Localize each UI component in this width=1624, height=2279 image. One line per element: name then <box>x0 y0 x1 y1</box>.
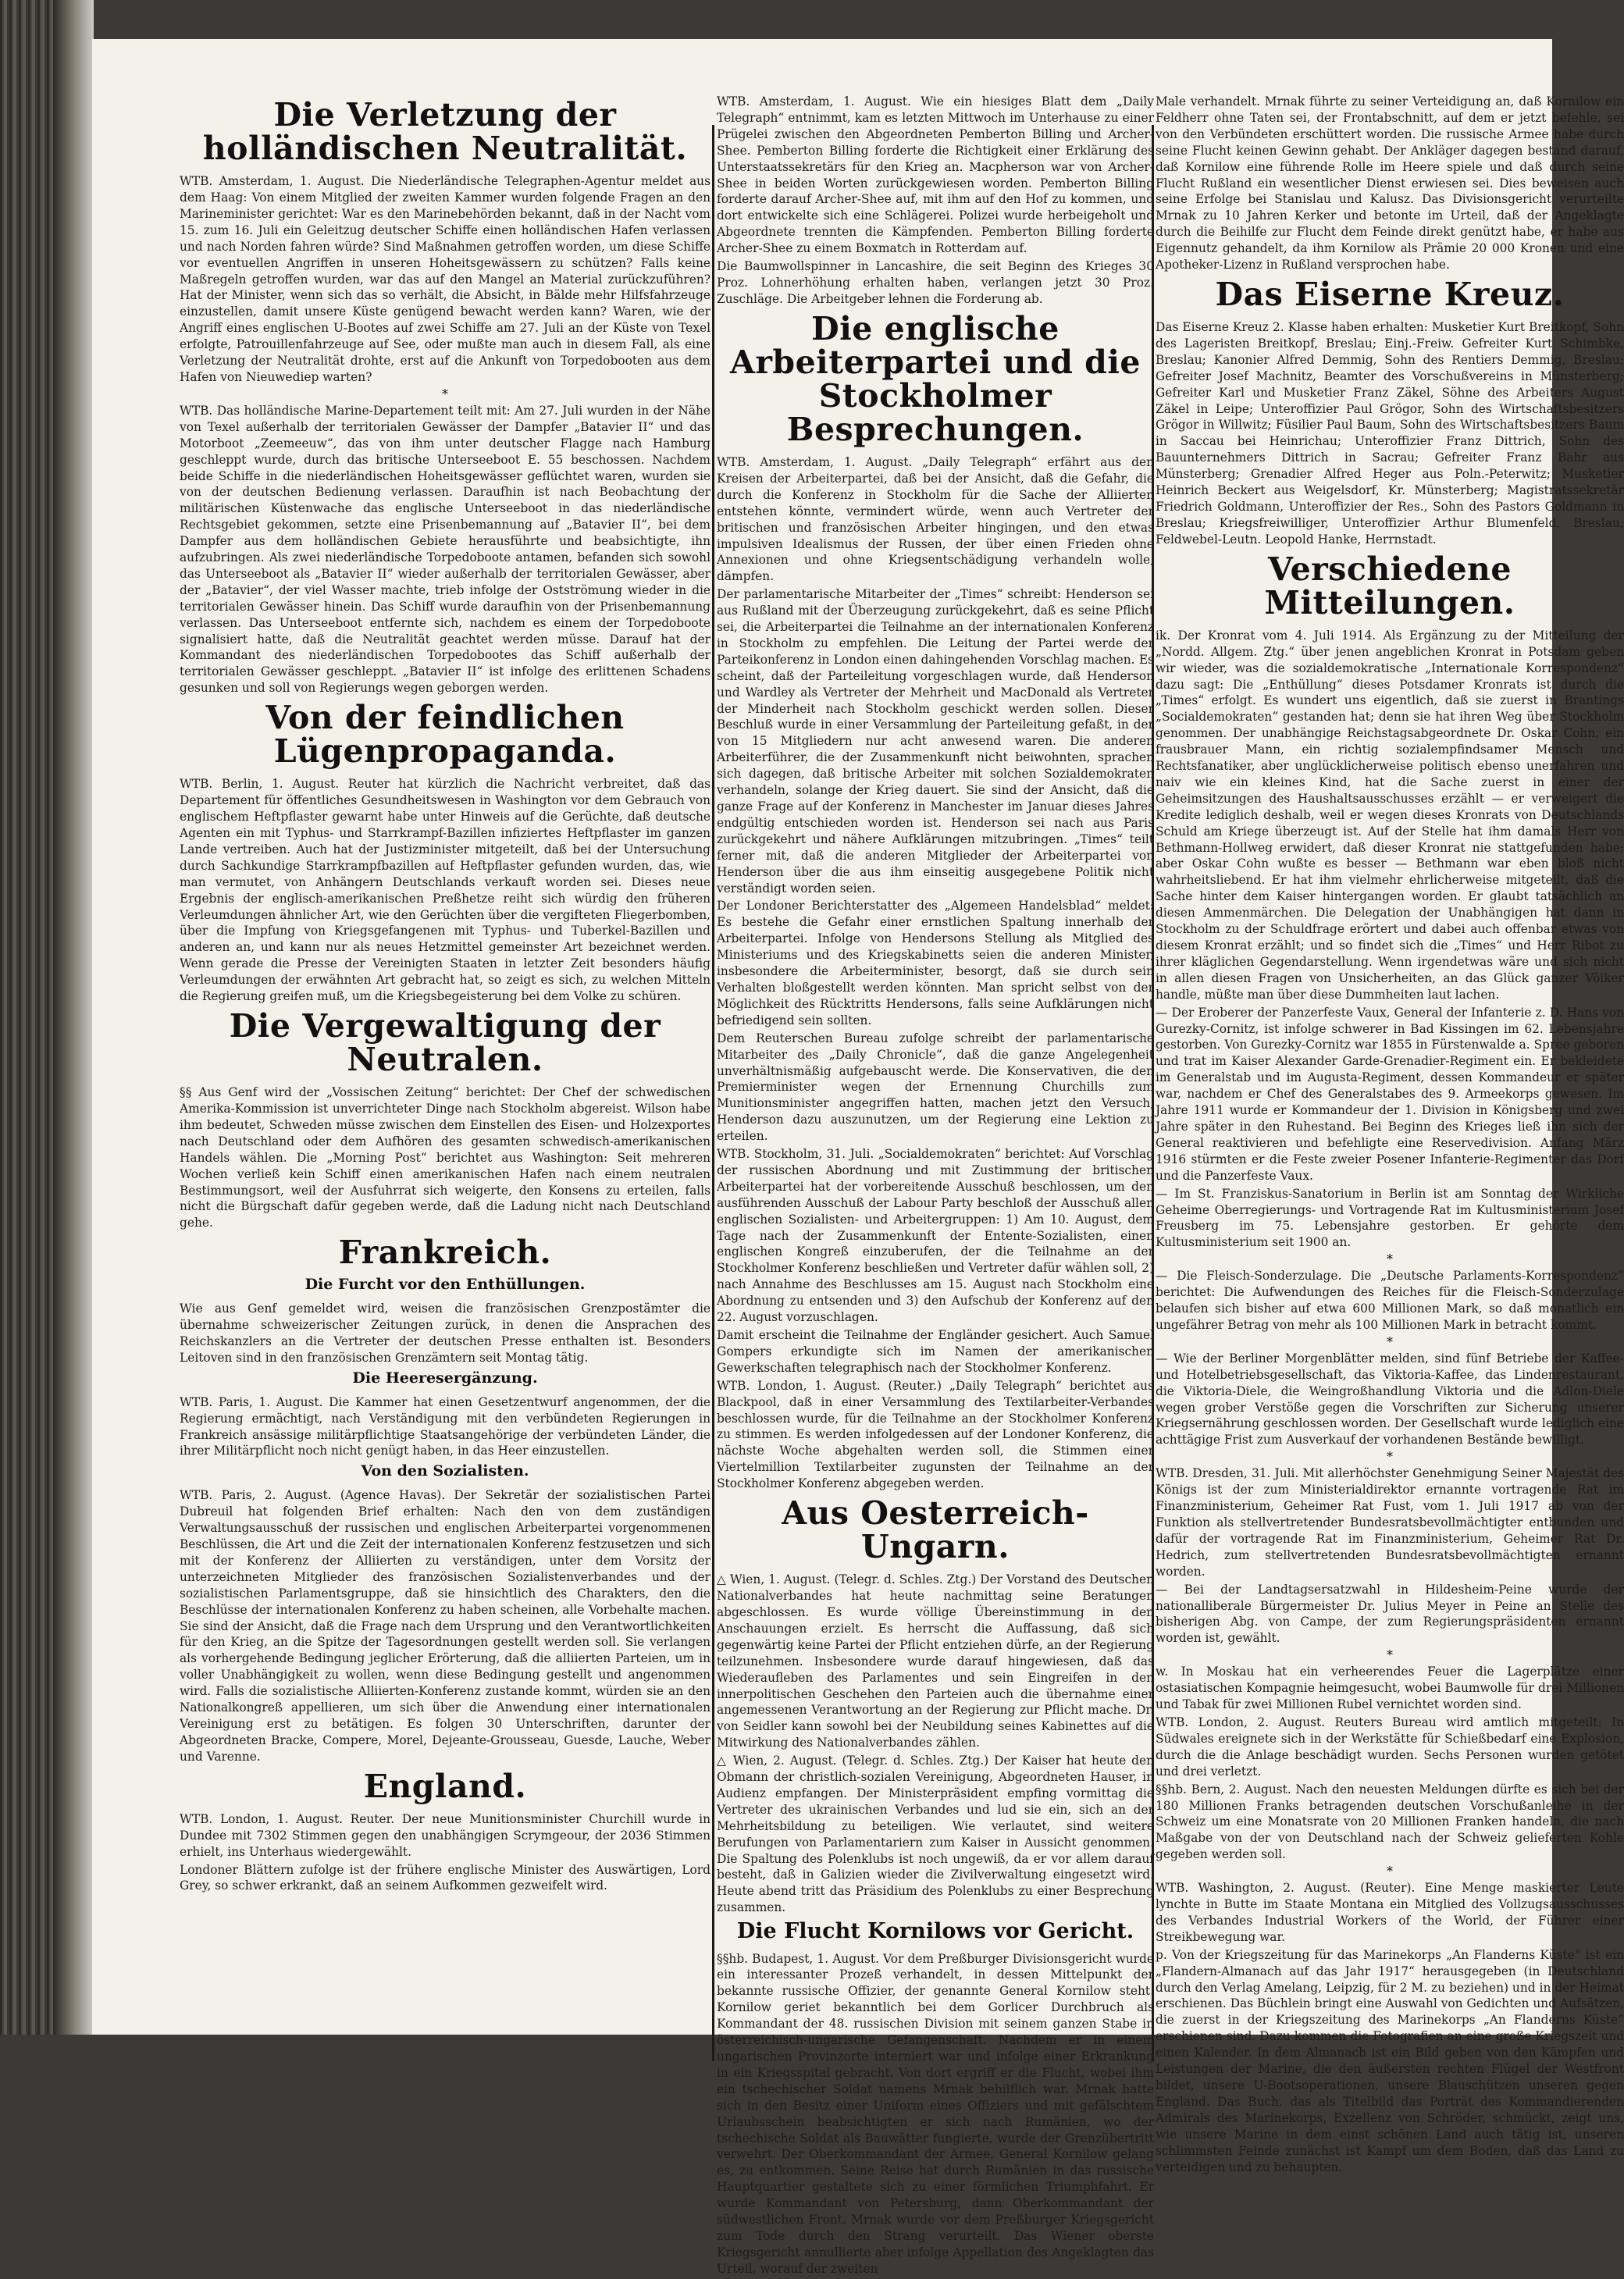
article-heading: Die englische Arbeiterpartei und die Stockholmer Besprechungen. <box>730 309 1141 448</box>
article-paragraph: §§ Aus Genf wird der „Vossischen Zeitung“ berichtet: Der Chef der schwedischen Amerika-Kommission ist unverrichteter Dinge nach Stockholm abgereist. Wilson habe ihm bedeutet, Schweden müsse zwischen dem Einstellen des Eisen- und Holzexportes nach Deutschland oder dem Aufhören des gesamten schwedisch-amerikanischen Handels wählen. Die „Morning Post“ berichtet aus Washington: Seit mehreren Wochen verließ kein Schiff einen amerikanischen Hafen nach einem neutralen Bestimmungsort, weil der Ausfuhrrat sich weigerte, den Konsens zu erteilen, falls nicht die Bürgschaft dafür gegeben werde, daß die Ladung nicht nach Deutschland gehe. <box>180 1085 710 1230</box>
article-heading: Von den Sozialisten. <box>361 1462 529 1480</box>
article-paragraph: WTB. London, 1. August. Reuter. Der neue Munitionsminister Churchill wurde in Dundee mit 7302 Stimmen gegen den unabhängigen Scrymgeour, der 2036 Stimmen erhielt, ins Unterhaus wiedergewählt. <box>180 1811 710 1859</box>
article-heading: Das Eiserne Kreuz. <box>1215 275 1565 313</box>
article-heading: Von der feindlichen Lügenpropaganda. <box>265 699 625 771</box>
article-paragraph: Die Baumwollspinner in Lancashire, die seit Beginn des Krieges 30 Proz. Lohnerhöhung erhalten haben, verlangen jetzt 30 Proz. Zuschläge. Die Arbeitgeber lehnen die Forderung ab. <box>717 259 1154 306</box>
article-paragraph: Das Eiserne Kreuz 2. Klasse haben erhalten: Musketier Kurt Breitkopf, Sohn des Lageristen Breitkopf, Breslau; Einj.-Freiw. Gefreiter Kurt Schimbke, Breslau; Kanonier Alfred Demmig, Sohn des Rentiers Demmig, Breslau; Gefreiter Josef Machnitz, Beamter des Vorschußvereins in Münsterberg; Gefreiter Karl und Musketier Franz Zäkel, Söhne des Arbeiters August Zäkel in Leipe; Unteroffizier Paul Grögor, Sohn des Wirtschaftsbesitzers Grögor in Willwitz; Füsilier Paul Baum, Sohn des Wirtschaftsbesitzers Baum in Saccau bei Heinrichau; Unteroffizier Franz Dittrich, Sohn des Bauunternehmers Dittrich in Sacrau; Gefreiter Franz Bahr aus Münsterberg; Grenadier Alfred Heger aus Poln.-Peterwitz; Musketier Heinrich Beckert aus Weigelsdorf, Kr. Münsterberg; Magistratssekretär Friedrich Goldmann, Unteroffizier der Res., Sohn des Pastors Goldmann in Breslau; Kriegsfreiwilliger, Unteroffizier Arthur Blumenfeld, Breslau; Feldwebel-Leutn. Leopold Hanke, Herrnstadt. <box>1156 320 1624 547</box>
article-paragraph: ik. Der Kronrat vom 4. Juli 1914. Als Ergänzung zu der Mitteilung der „Nordd. Allgem. Ztg.“ über jenen angeblichen Kronrat in Potsdam geben wir wieder, was die sozialdemokratische „Internationale Korrespondenz“ dazu sagt: Die „Enthüllung“ dieses Potsdamer Kronrats ist durch die „Times“ erfolgt. Es wundert uns eigentlich, daß sie zuerst in Brantings „Socialdemokraten“ gestanden hat; denn sie hat ihren Weg über Stockholm genommen. Der unabhängige Reichstagsabgeordnete Dr. Oskar Cohn, ein frausbrauer Mann, ein richtig sozialempfindsamer Mensch und Rechtsfanatiker, aber unglücklicherweise politisch ebenso unerfahren und naiv wie ein kleines Kind, hat die Sache zuerst in einer der Geheimsitzungen des Haushaltsausschusses erzählt — er verweigert die Kredite lediglich deshalb, weil er wegen dieses Kronrats von Deutschlands Schuld am Kriege überzeugt ist. Auf der Stelle hat ihm damals Herr von Bethmann-Hollweg erwidert, daß dieser Kronrat nie stattgefunden habe; aber Oskar Cohn wußte es besser — Bethmann war eben bloß nicht wahrheitsliebend. Er hat ihm vielmehr ehrlicherweise mitgeteilt, daß die Sache hinter dem Kaiser hintergangen worden. Er glaubt tatsächlich an diesen Ammenmärchen. Die Delegation der Unabhängigen hat dann in Stockholm zu der Schuldfrage erörtert und dabei auch offenbar etwas von diesem Kronrat erzählt; und so findet sich die „Times“ und Herr Ribot zu ihrer kläglichen Gegendarstellung. Wenn irgendetwas wäre und sich nicht in allen diesen Fragen von Unsicherheiten, an das Glück ganzer Völker handle, müßte man über diese Dummheiten laut lachen. <box>1156 628 1624 1002</box>
article-paragraph: §§hb. Budapest, 1. August. Vor dem Preßburger Divisionsgericht wurde ein interessanter Prozeß verhandelt, in dessen Mittelpunkt der bekannte russische Offizier, der genannte General Kornilow steht. Kornilow geriet bekanntlich bei dem Gorlicer Durchbruch als Kommandant der 48. russischen Division mit seinem ganzen Stabe in österreichisch-ungarische Gefangenschaft. Nachdem er in einem ungarischen Provinzorte interniert war und infolge einer Erkrankung in ein Kriegsspital gebracht. Von dort ergriff er die Flucht, wobei ihm ein tschechischer Soldat namens Mrnak behilflich war. Mrnak hatte sich in den Besitz einer Uniform eines Offiziers und mit gefälschtem Urlaubsschein beabsichtigten er sich nach Rumänien, wo der tschechische Soldat als Bauwätter fungierte, wurde der Grenzübertritt verwehrt. Der Oberkommandant der Armee, General Kornilow gelang es, zu entkommen. Seine Reise hat durch Rumänien in das russische Hauptquartier gestaltete sich zu einer förmlichen Triumphfahrt. Er wurde Kommandant von Petersburg, dann Oberkommandant der südwestlichen Front. Mrnak wurde vor dem Preßburger Kriegsgericht zum Tode durch den Strang verurteilt. Das Wiener oberste Kriegsgericht annullierte aber infolge Appellation des Angeklagten das Urteil, worauf der zweiten <box>717 1951 1154 2276</box>
article-paragraph: Wie aus Genf gemeldet wird, weisen die französischen Grenzpostämter die übernahme schweizerischer Zeitungen zurück, in denen die Ansprachen des Reichskanzlers an die Vertreter der deutschen Presse enthalten ist. Besonders Leitoven sind in den französischen Grenzämtern seit Montag tätig. <box>180 1302 710 1365</box>
column-2 <box>717 94 1154 2279</box>
article-heading: Die Vergewaltigung der Neutralen. <box>229 1006 661 1079</box>
article-paragraph: △ Wien, 2. August. (Telegr. d. Schles. Ztg.) Der Kaiser hat heute den Obmann der christlich-sozialen Vereinigung, Abgeordneten Hauser, in Audienz empfangen. Der Ministerpräsident empfing vormittag die Vertreter des ukrainischen Verbandes und lud sie ein, sich an der Mehrheitsbildung zu beteiligen. Wie verlautet, sind weitere Berufungen von Parlamentariern zum Kaiser in Aussicht genommen. Die Spaltung des Polenklubs ist noch ungewiß, da er vor allem darauf besteht, daß in Galizien wieder die Zivilverwaltung eingesetzt wird. Heute abend tritt das Präsidium des Polenklubs zu einer Besprechung zusammen. <box>717 1754 1154 1915</box>
article-heading: Verschiedene Mitteilungen. <box>1264 550 1515 621</box>
article-paragraph: WTB. London, 1. August. (Reuter.) „Daily Telegraph“ berichtet aus Blackpool, daß in einer Versammlung des Textilarbeiter-Verbandes beschlossen wurde, für die Teilnahme an der Stockholmer Konferenz zu stimmen. Es werden infolgedessen auf der Londoner Konferenz, die nächste Woche abgehalten werden soll, die Stimmen einer Viertelmillion Textilarbeiter zugunsten der Teilnahme an der Stockholmer Konferenz abgegeben werden. <box>717 1378 1154 1491</box>
article-paragraph: Damit erscheint die Teilnahme der Engländer gesichert. Auch Samuel Gompers erkundigte sich im Namen der amerikanischen Gewerkschaften telegraphisch nach der Stockholmer Konferenz. <box>717 1328 1154 1375</box>
column-rule-1 <box>712 125 714 2061</box>
article-heading: Aus Oesterreich-Ungarn. <box>782 1494 1089 1566</box>
article-paragraph: WTB. London, 2. August. Reuters Bureau wird amtlich mitgeteilt: In Südwales ereignete sich in der Werkstätte für Schießbedarf eine Explosion, durch die die Anlage beschädigt wurden. Sechs Personen wurden getötet und drei verletzt. <box>1156 1715 1624 1779</box>
microfilm-binding-edge <box>0 0 53 2035</box>
article-paragraph: Der Londoner Berichterstatter des „Algemeen Handelsblad“ meldet: Es bestehe die Gefahr einer ernstlichen Spaltung innerhalb der Arbeiterpartei. Infolge von Hendersons Stellung als Mitglied des Ministeriums und des Kriegskabinetts seien die anderen Minister, insbesondere die Arbeiterminister, besorgt, daß sie durch sein Verhalten bloßgestellt werden könnten. Man spricht selbst von der Möglichkeit des Rücktritts Hendersons, falls seine Aufklärungen nicht befriedigend sein sollten. <box>717 899 1154 1027</box>
article-paragraph: WTB. Stockholm, 31. Juli. „Socialdemokraten“ berichtet: Auf Vorschlag der russischen Abordnung und mit Zustimmung der britischen Arbeiterpartei hat der vorbereitende Ausschuß beschlossen, um den ausführenden Ausschuß der Labour Party beschloß der Ausschuß allen englischen Sozialisten- und Arbeitergruppen: 1) Am 10. August, dem Tage nach der Zusammenkunft der Entente-Sozialisten, einen englischen Kongreß einzuberufen, der die Teilnahme an der Stockholmer Konferenz beschließen und Vertreter dafür wählen soll, 2) nach Annahme des Beschlusses am 15. August nach Stockholm eine Abordnung zu entsenden und 3) den Aufschub der Konferenz auf den 22. August vorzuschlagen. <box>717 1147 1154 1325</box>
article-paragraph: WTB. Dresden, 31. Juli. Mit allerhöchster Genehmigung Seiner Majestät des Königs ist der zum Ministerialdirektor ernannte vortragende Rat im Finanzministerium, Geheimer Rat Fust, vom 1. Juli 1917 ab von der Funktion als stellvertretender Bundesratsbevollmächtigter entbunden und dafür der vortragende Rat im Finanzministerium, Geheimer Rat Dr. Hedrich, zum stellvertretenden Bundesratsbevollmächtigten ernannt worden. <box>1156 1466 1624 1579</box>
article-heading: Frankreich. <box>338 1234 552 1272</box>
article-paragraph: — Wie der Berliner Morgenblätter melden, sind fünf Betriebe der Kaffee- und Hotelbetriebsgesellschaft, das Viktoria-Kaffee, das Lindenrestaurant, die Viktoria-Diele, die Weingroßhandlung Viktoria und die Adlon-Diele wegen grober Verstöße gegen die Vorschriften zur Sicherung unserer Kriegsernährung geschlossen worden. Der Gesellschaft wurde lediglich eine achttägige Frist zum Ausverkauf der vorhandenen Bestände bewilligt. <box>1156 1351 1624 1448</box>
section-separator-star: * <box>1387 1252 1393 1267</box>
article-heading: England. <box>363 1767 527 1805</box>
newspaper-page <box>92 39 1624 2276</box>
article-paragraph: WTB. Amsterdam, 1. August. Wie ein hiesiges Blatt dem „Daily Telegraph“ entnimmt, kam es letzten Mittwoch im Unterhause zu einer Prügelei zwischen den Abgeordneten Pemberton Billing und Archer-Shee. Pemberton Billing forderte die Richtigkeit einer Erklärung des Unterstaatssekretärs für den Krieg an. Macpherson war von Archer-Shee in beiden Worten zurückgewiesen worden. Pemberton Billing forderte darauf Archer-Shee auf, mit ihm auf den Hof zu kommen, und dort entwickelte sich eine Schlägerei. Polizei wurde herbeigeholt und Abgeordnete trennten die Kämpfenden. Pemberton Billing forderte Archer-Shee zu einem Boxmatch in Rotterdam auf. <box>717 94 1154 256</box>
article-paragraph: Male verhandelt. Mrnak führte zu seiner Verteidigung an, daß Kornilow ein Feldherr ohne Taten sei, der Frontabschnitt, auf dem er jetzt befehle, sei von den Verbündeten erschüttert worden. Die russische Armee habe durch seine Flucht keinen Gewinn gehabt. Der Ankläger dagegen bestand darauf, daß Kornilow eine führende Rolle im Heere spiele und daß durch seine Flucht Rußland ein wesentlicher Dienst erwiesen sei. Dies beweisen auch seine Erfolge bei Stanislau und Kalusz. Das Divisionsgericht verurteilte Mrnak zu 10 Jahren Kerker und betonte im Urteil, daß der Angeklagte durch die Beihilfe zur Flucht dem Feinde direkt genützt habe, er habe aus Eigennutz gehandelt, da ihm Kornilow als Prämie 20 000 Kronen und eine Apotheker-Lizenz in Rußland versprochen habe. <box>1156 94 1624 272</box>
page-curl-shadow <box>53 0 94 2035</box>
article-heading: Die Furcht vor den Enthüllungen. <box>304 1276 586 1294</box>
article-paragraph: §§hb. Bern, 2. August. Nach den neuesten Meldungen dürfte es sich bei der 180 Millionen Franks betragenden deutschen Vorschußanleihe in der Schweiz um eine Monatsrate von 20 Millionen Franken handeln, die nach Maßgabe von der von Deutschland nach der Schweiz gelieferten Kohle gegeben werden soll. <box>1156 1782 1624 1862</box>
article-paragraph: △ Wien, 1. August. (Telegr. d. Schles. Ztg.) Der Vorstand des Deutschen Nationalverbandes hat heute nachmittag seine Beratungen abgeschlossen. Es wurde völlige Übereinstimmung in den Anschauungen erzielt. Es herrscht die Auffassung, daß sich gegenwärtig keine Partei der Pflicht entziehen dürfe, an der Regierung teilzunehmen. Insbesondere wurde darauf hingewiesen, daß das Wiederaufleben des Parlamentes und sein Eingreifen in den innerpolitischen Geschehen den Parteien auch die übernahme einer angemessenen Verantwortung an der Regierung zur Pflicht mache. Dr. von Seidler kann sowohl bei der Neubildung seines Kabinettes auf die Mitwirkung des Nationalverbandes zählen. <box>717 1572 1154 1750</box>
article-paragraph: Londoner Blättern zufolge ist der frühere englische Minister des Auswärtigen, Lord Grey, so schwer erkrankt, daß an seinem Aufkommen gezweifelt wird. <box>180 1862 710 1893</box>
article-paragraph: WTB. Berlin, 1. August. Reuter hat kürzlich die Nachricht verbreitet, daß das Departement für öffentliches Gesundheitswesen in Washington vor dem Gebrauch von englischem Heftpflaster gewarnt habe unter Hinweis auf die Gerüchte, daß deutsche Agenten ein mit Typhus- und Starrkrampf-Bazillen infiziertes Heftpflaster im ganzen Lande vertreiben. Auch hat der Justizminister mitgeteilt, daß bei der Untersuchung durch Sachkundige Starrkrampfbazillen auf Heftpflaster gefunden wurden, das, wie man vermutet, von Anhängern Deutschlands verkauft worden sei. Dieses neue Ergebnis der englisch-amerikanischen Preßhetze reiht sich würdig den früheren Verleumdungen ähnlicher Art, wie den Gerüchten über die vergifteten Fliegerbomben, über die Impfung von Kriegsgefangenen mit Typhus- und Tuberkel-Bazillen und anderen an, und kann nur als neues Hetzmittel gemeinster Art bezeichnet werden. Wenn gerade die Presse der Vereinigten Staaten in letzter Zeit besonders häufig Verleumdungen der erwähnten Art gebracht hat, so zeigt es sich, zu welchen Mitteln die Regierung greifen muß, um die Kriegsbegeisterung bei dem Volke zu schüren. <box>180 777 710 1004</box>
article-paragraph: Der parlamentarische Mitarbeiter der „Times“ schreibt: Henderson sei aus Rußland mit der Überzeugung zurückgekehrt, daß es seine Pflicht sei, die Arbeiterpartei die Teilnahme an der internationalen Konferenz in Stockholm zu empfehlen. Die Leitung der Partei werde der Parteikonferenz in London einen dahingehenden Vorschlag machen. Es scheint, daß der Parteileitung vorgeschlagen wurde, daß Henderson und Wardley als Vertreter der Mehrheit und MacDonald als Vertreter der Minderheit nach Stockholm geschickt werden sollen. Dieser Beschluß wurde in einer Versammlung der Parteileitung gefaßt, in der von 15 Mitgliedern nur acht anwesend waren. Die anderen Arbeiterführer, die der Zusammenkunft nicht beiwohnten, sprachen sich dagegen, daß britische Arbeiter mit solchen Sozialdemokraten verhandeln, solange der Krieg dauert. Sie sind der Ansicht, daß die ganze Frage auf der Konferenz in Manchester im Januar dieses Jahres endgültig entschieden worden ist. Henderson sei nach aus Paris zurückgekehrt und nähere Aufklärungen mitzubringen. „Times“ teilt ferner mit, daß die anderen Mitglieder der Arbeiterpartei von Henderson über die aus ihm einseitig ausgegebene Politik nicht verständigt worden seien. <box>717 587 1154 896</box>
section-separator-star: * <box>1387 1449 1393 1465</box>
article-paragraph: — Bei der Landtagsersatzwahl in Hildesheim-Peine wurde der nationalliberale Bürgermeister Dr. Julius Meyer in Peine an Stelle des bisherigen Abg. von Campe, der zum Regierungspräsidenten ernannt worden ist, gewählt. <box>1156 1582 1624 1646</box>
article-heading: Die Flucht Kornilows vor Gericht. <box>736 1919 1134 1944</box>
column-1 <box>180 94 710 1896</box>
article-paragraph: WTB. Paris, 1. August. Die Kammer hat einen Gesetzentwurf angenommen, der die Regierung ermächtigt, nach Verständigung mit den verbündeten Regierungen in Frankreich ansässige militärpflichtige Staatsangehörige der verbündeten Länder, die ihrer Militärpflicht noch nicht genügt haben, in das Heer einzustellen. <box>180 1394 710 1458</box>
article-paragraph: Dem Reuterschen Bureau zufolge schreibt der parlamentarische Mitarbeiter des „Daily Chronicle“, daß die ganze Angelegenheit unverhältnismäßig aufgebauscht werde. Die Konservativen, die den Premierminister wegen der Ernennung Churchills zum Munitionsminister angegriffen hatten, machen jetzt den Versuch, Henderson dazu auszunutzen, um der Regierung eine Lektion zu erteilen. <box>717 1031 1154 1144</box>
article-heading: Die Heeresergänzung. <box>352 1369 538 1387</box>
section-separator-star: * <box>442 386 448 401</box>
article-paragraph: WTB. Amsterdam, 1. August. Die Niederländische Telegraphen-Agentur meldet aus dem Haag: Von einem Mitglied der zweiten Kammer wurden folgende Fragen an den Marineminister gerichtet: War es den Marinebehörden bekannt, daß in der Nacht vom 15. zum 16. Juli ein Geleitzug deutscher Schiffe einen holländischen Hafen verlassen und nach Norden fahren würde? Sind Maßnahmen getroffen worden, um diese Schiffe vor eventuellen Angriffen in unseren Hoheitsgewässern zu schützen? Falls keine Maßregeln getroffen wurden, war das auf den Mangel an Material zurückzuführen? Hat der Minister, wenn sich das so verhält, die Absicht, in Bälde mehr Hilfsfahrzeuge einzustellen, damit unsere Küste genügend bewacht werden kann? Waren, wie der Angriff eines englischen U-Bootes auf zwei Schiffe am 27. Juli an der Küste von Texel erfolgte, Patrouillenfahrzeuge auf See, oder mußte man auch in diesem Fall, als eine Verletzung der Neutralität drohte, erst auf die Ankunft von Torpedobooten aus dem Hafen von Nieuwediep warten? <box>180 174 710 384</box>
article-paragraph: — Im St. Franziskus-Sanatorium in Berlin ist am Sonntag der Wirkliche Geheime Oberregierungs- und Vortragende Rat im Kultusministerium Josef Freusberg im 75. Lebensjahre gestorben. Er gehörte dem Kultusministerium seit 1900 an. <box>1156 1186 1624 1250</box>
section-separator-star: * <box>1387 1647 1393 1663</box>
article-paragraph: w. In Moskau hat ein verheerendes Feuer die Lagerplätze einer ostasiatischen Kompagnie heimgesucht, wobei Baumwolle für drei Millionen und Tabak für zwei Millionen Rubel vernichtet worden sind. <box>1156 1665 1624 1712</box>
article-paragraph: — Der Eroberer der Panzerfeste Vaux, General der Infanterie z. D. Hans von Gurezky-Cornitz, ist infolge schwerer in Bad Kissingen im 62. Lebensjahre gestorben. Von Gurezky-Cornitz war 1855 in Fürstenwalde a. Spree geboren und trat im Kaiser Alexander Garde-Grenadier-Regiment ein. Er bekleidete im Generalstab und im Augusta-Regiment, dessen Kommandeur er später war, nachdem er Chef des Generalstabes des 9. Armeekorps gewesen. Im Jahre 1911 wurde er Kommandeur der 1. Division in Königsberg und zwei Jahre später in den Ruhestand. Bei Beginn des Krieges ließ ihn sich der General reaktivieren und befehligte eine Reservedivision. Anfang März 1916 stürmten er die Feste zweier Posener Infanterie-Regimenter das Dorf und die Panzerfeste Vaux. <box>1156 1005 1624 1183</box>
article-paragraph: — Die Fleisch-Sonderzulage. Die „Deutsche Parlaments-Korrespondenz“ berichtet: Die Aufwendungen des Reiches für die Fleisch-Sonderzulage belaufen sich bisher auf etwa 600 Millionen Mark, so daß monatlich ein ungefährer Betrag von mehr als 100 Millionen Mark in betracht kommt. <box>1156 1269 1624 1332</box>
section-separator-star: * <box>1387 1864 1393 1879</box>
article-paragraph: p. Von der Kriegszeitung für das Marinekorps „An Flanderns Küste“ ist ein „Flandern-Almanach auf das Jahr 1917“ herausgegeben (in Deutschland durch den Verlag Amelang, Leipzig, für 2 M. zu beziehen) und in der Heimat erschienen. Das Büchlein bringt eine Auswahl von Gedichten und Aufsätzen, die zuerst in der Kriegszeitung des Marinekorps „An Flanderns Küste“ erschienen sind. Dazu kommen die Fotografien an eine große Kriegszeit und einen Kalender. In dem Almanach ist ein Bild geben von den Kämpfen und Leistungen der Marine, die den äußersten rechten Flügel der Westfront bildet, unsere U-Bootsoperationen, unsere Blauschützen unseren gegen England. Das Buch, das als Titelbild das Porträt des Kommandierenden Admirals des Marinekorps, Exzellenz von Schröder, schmückt, zeigt uns, wie unsere Marine in dem einst schönen Land auch tätig ist, unseren schlimmsten Feinde zunächst ist Kampf um dem Boden, daß das Land zu verteidigen und zu behaupten. <box>1156 1947 1624 2174</box>
article-heading: Die Verletzung der holländischen Neutralität. <box>202 96 688 168</box>
column-3 <box>1156 94 1624 2177</box>
article-paragraph: WTB. Paris, 2. August. (Agence Havas). Der Sekretär der sozialistischen Partei Dubreuil hat folgenden Brief erhalten: Nach den von dem zuständigen Verwaltungsausschuß der russischen und englischen Arbeiterpartei vorgenommenen Beschlüssen, die Art und die Zeit der internationalen Konferenz festzusetzen und sich mit der Konferenz der Alliierten zu verständigen, unter dem Vorsitz der unterzeichneten Mitglieder des französischen Sozialistenverbandes und der sozialistischen Parlamentsgruppe, daß sie hinsichtlich des Charakters, den die Beschlüsse der internationalen Konferenz zu haben scheinen, alle Vorbehalte machen. Sie sind der Ansicht, daß die Frage nach dem Ursprung und den Verantwortlichkeiten für den Krieg, an die Spitze der Tagesordnungen gestellt werden soll. Sie verlangen als vorhergehende Bedingung jeglicher Erörterung, daß die alliierten Parteien, um in voller Unabhängigkeit zu wollen, wenn diese Bedingung gestellt und angenommen wird. Falls die sozialistische Alliierten-Konferenz zustande kommt, würden sie an den Nationalkongreß appellieren, um sich über die Anwendung einer internationalen Vereinigung erst zu betätigen. Es folgen 30 Unterschriften, darunter der Abgeordneten Bracke, Compere, Morel, Dejeante-Grousseau, Guesde, Lauche, Weber und Varenne. <box>180 1488 710 1764</box>
article-paragraph: WTB. Amsterdam, 1. August. „Daily Telegraph“ erfährt aus den Kreisen der Arbeiterpartei, daß bei der Ansicht, daß die Gefahr, die durch die Konferenz in Stockholm für die Sache der Alliierten entstehen könnte, vermindert würde, wenn auch Vertreter der britischen und französischen Arbeiter hingingen, und den etwas impulsiven Idealismus der Russen, der über einen Frieden ohne Annexionen und ohne Kriegsentschädigung verhandeln wolle, dämpfen. <box>717 454 1154 584</box>
section-separator-star: * <box>1387 1334 1393 1349</box>
article-paragraph: WTB. Das holländische Marine-Departement teilt mit: Am 27. Juli wurden in der Nähe von Texel außerhalb der territorialen Gewässer der Dampfer „Batavier II“ und das Motorboot „Zeemeeuw“, das von ihm unter deutscher Flagge nach Hamburg geschleppt wurde, durch das britische Unterseeboot E. 55 beschossen. Nachdem beide Schiffe in die niederländischen Hoheitsgewässer geflüchtet waren, wurden sie von der deutschen Bedienung verlassen. Daraufhin ist nach Beobachtung der militärischen Küstenwache das englische Unterseeboot in das niederländische Rechtsgebiet gekommen, setzte eine Prisenbemannung auf „Batavier II“, bei dem Dampfer aus dem holländischen Gebiete herausführte und beabsichtigte, ihn aufzubringen. Als zwei niederländische Torpedoboote antamen, befanden sich sowohl das Unterseeboot als „Batavier II“ wieder außerhalb der territorialen Gewässer, aber der „Batavier“, der viel Wasser machte, trieb infolge der Ostströmung wieder in die territorialen Gewässer hinein. Das Schiff wurde daraufhin von der Prisenbemannung verlassen. Das Unterseeboot entfernte sich, nachdem es einem der Torpedoboote signalisiert hatte, daß die Neutralität geachtet werden müsse. Darauf hat der Kommandant des niederländischen Torpedobootes das Schiff außerhalb der territorialen Gewässer geschleppt. „Batavier II“ ist infolge des erlittenen Schadens gesunken und soll von Regierungs wegen geborgen werden. <box>180 403 710 696</box>
article-paragraph: WTB. Washington, 2. August. (Reuter). Eine Menge maskierter Leute lynchte in Butte im Staate Montana ein Mitglied des Vollzugsausschusses des Verbandes Industrial Workers of the World, der Führer einer Streikbewegung war. <box>1156 1881 1624 1944</box>
